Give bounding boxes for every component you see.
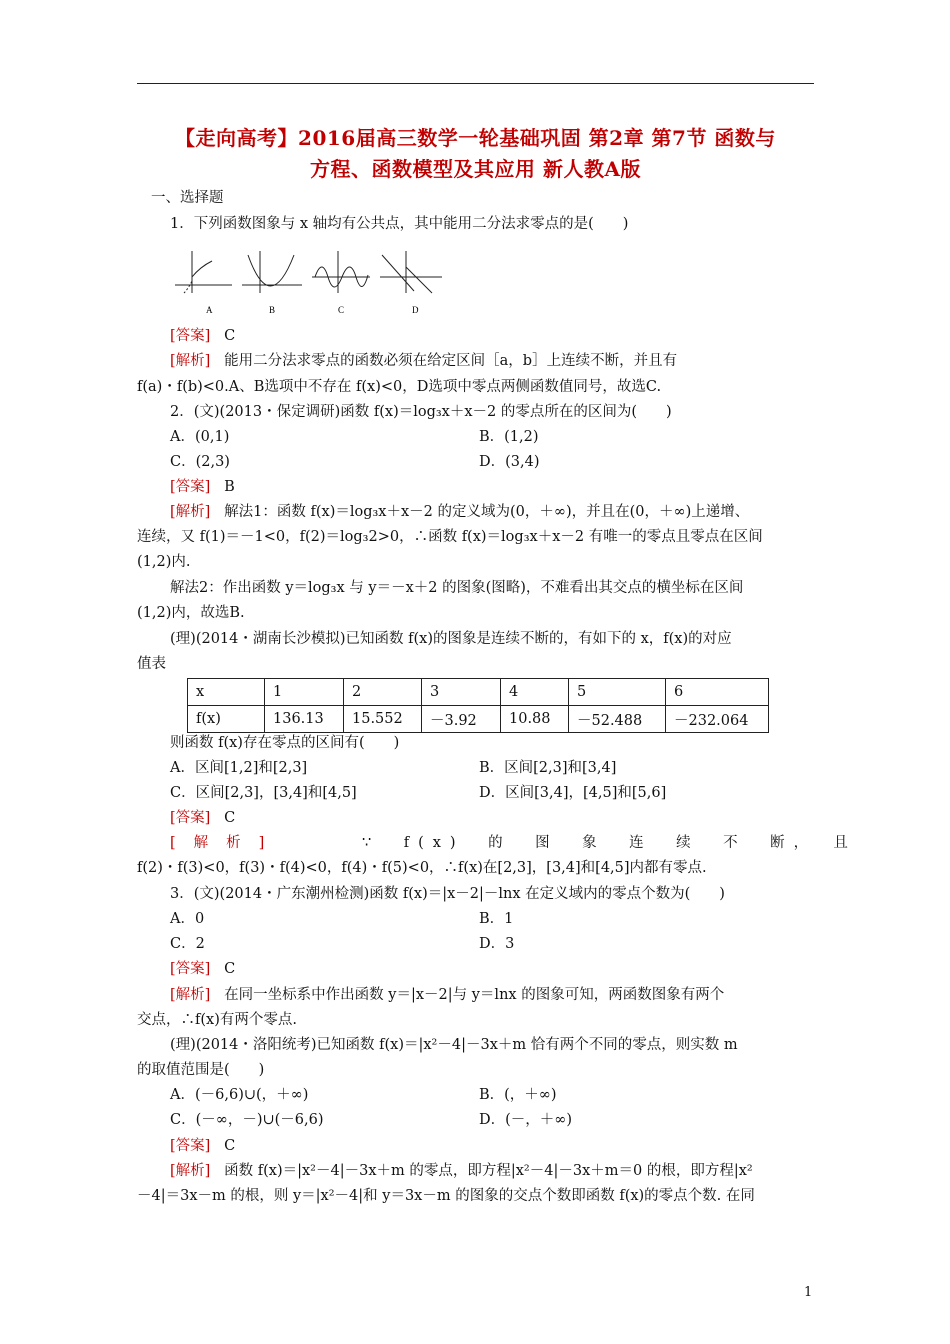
graph-label-a: A: [206, 305, 213, 315]
q3-analysis-line-2: 交点，∴f(x)有两个零点.: [137, 1012, 297, 1028]
table-cell: x: [188, 679, 265, 706]
table-cell: 1: [265, 679, 344, 706]
q3b-analysis-line-2: －4|＝3x－m 的根，则 y＝|x²－4|和 y＝3x－m 的图象的交点个数即函数 f(x)的零点个数. 在同: [137, 1188, 755, 1204]
table-cell: 15.552: [344, 706, 422, 733]
q3b-stem-line-2: 的取值范围是( ): [137, 1062, 265, 1078]
q2-analysis-line-1: [解析] 解法1：函数 f(x)＝log₃x＋x－2 的定义域为(0，＋∞)，并且在(0，＋∞)上递增、: [170, 504, 750, 520]
q3-stem: 3．(文)(2014・广东潮州检测)函数 f(x)＝|x－2|－lnx 在定义域内的零点个数为( ): [170, 886, 725, 902]
q2-answer: [答案] B: [170, 479, 235, 495]
q2b-stem-line-3: 则函数 f(x)存在零点的区间有( ): [170, 735, 400, 751]
q2-method2-line-2: (1,2)内，故选B.: [137, 605, 245, 621]
table-cell: 10.88: [501, 706, 569, 733]
graph-a: [175, 251, 232, 293]
q3-option-a: A．0: [170, 911, 205, 927]
page-number: 1: [804, 1285, 813, 1300]
q1-answer: [答案] C: [170, 328, 236, 344]
graph-d: [380, 251, 442, 293]
q1-analysis-line-2: f(a)・f(b)<0.A、B选项中不存在 f(x)<0，D选项中零点两侧函数值同号，故选C.: [137, 379, 662, 395]
q3b-stem-line-1: (理)(2014・洛阳统考)已知函数 f(x)＝|x²－4|－3x＋m 恰有两个不同的零点，则实数 m: [170, 1037, 738, 1053]
table-row: [188, 706, 769, 733]
q3b-option-c: C．(－∞，－)∪(－6,6): [170, 1112, 324, 1128]
value-table: [187, 678, 769, 733]
graph-label-b: B: [269, 305, 276, 315]
q2-analysis-line-2: 连续，又 f(1)＝－1<0，f(2)＝log₃2>0，∴函数 f(x)＝log₃x＋x－2 有唯一的零点且零点在区间: [137, 529, 763, 545]
q2b-option-b: B．区间[2,3]和[3,4]: [479, 760, 617, 776]
section-heading: 一、选择题: [151, 190, 224, 206]
q3-answer: [答案] C: [170, 961, 236, 977]
q2b-analysis-line-1: [解析] ∵ f(x) 的 图 象 连 续 不 断， 且: [170, 835, 857, 851]
q1-function-graphs: [170, 247, 450, 319]
table-cell: －232.064: [666, 706, 769, 733]
title-line-2: 方程、函数模型及其应用 新人教A版: [310, 157, 641, 181]
table-cell: 136.13: [265, 706, 344, 733]
q3b-option-b: B．(，＋∞): [479, 1087, 557, 1103]
table-cell: －52.488: [569, 706, 666, 733]
graph-c: [312, 251, 370, 293]
header-rule: [137, 83, 814, 84]
q2-method2-line-1: 解法2：作出函数 y＝log₃x 与 y＝－x＋2 的图象(图略)，不难看出其交点的横坐标在区间: [170, 580, 744, 596]
q3-option-b: B．1: [479, 911, 514, 927]
graph-b: [242, 251, 302, 293]
q3-analysis-line-1: [解析] 在同一坐标系中作出函数 y＝|x－2|与 y＝lnx 的图象可知，两函数图象有两个: [170, 987, 725, 1003]
q2-option-c: C．(2,3): [170, 454, 230, 470]
q3b-answer: [答案] C: [170, 1138, 236, 1154]
title-line-1: 【走向高考】2016届高三数学一轮基础巩固 第2章 第7节 函数与: [175, 126, 776, 150]
q3-option-c: C．2: [170, 936, 205, 952]
table-cell: 5: [569, 679, 666, 706]
graph-label-c: C: [338, 305, 345, 315]
table-cell: f(x): [188, 706, 265, 733]
q2b-option-a: A．区间[1,2]和[2,3]: [170, 760, 308, 776]
q2-option-d: D．(3,4): [479, 454, 540, 470]
table-cell: 2: [344, 679, 422, 706]
table-cell: 4: [501, 679, 569, 706]
q2-analysis-line-3: (1,2)内.: [137, 554, 191, 570]
table-row: [188, 679, 769, 706]
q3b-option-d: D．(－，＋∞): [479, 1112, 573, 1128]
q2b-answer: [答案] C: [170, 810, 236, 826]
q3-option-d: D．3: [479, 936, 515, 952]
q2-option-b: B．(1,2): [479, 429, 539, 445]
q2b-stem-line-1: (理)(2014・湖南长沙模拟)已知函数 f(x)的图象是连续不断的，有如下的 x，f(x)的对应: [170, 631, 732, 647]
q1-analysis-line-1: [解析] 能用二分法求零点的函数必须在给定区间［a，b］上连续不断，并且有: [170, 353, 678, 369]
q2b-stem-line-2: 值表: [137, 656, 166, 672]
q3b-analysis-line-1: [解析] 函数 f(x)＝|x²－4|－3x＋m 的零点，即方程|x²－4|－3x＋m＝0 的根，即方程|x²: [170, 1163, 753, 1179]
table-cell: 6: [666, 679, 769, 706]
q3b-option-a: A．(－6,6)∪(，＋∞): [170, 1087, 309, 1103]
q2b-analysis-line-2: f(2)・f(3)<0，f(3)・f(4)<0，f(4)・f(5)<0，∴f(x)在[2,3]，[3,4]和[4,5]内都有零点.: [137, 860, 707, 876]
table-cell: －3.92: [422, 706, 501, 733]
q2b-option-c: C．区间[2,3]，[3,4]和[4,5]: [170, 785, 357, 801]
q2-stem: 2．(文)(2013・保定调研)函数 f(x)＝log₃x＋x－2 的零点所在的区间为( ): [170, 404, 672, 420]
graph-label-d: D: [412, 305, 419, 315]
q2b-option-d: D．区间[3,4]，[4,5]和[5,6]: [479, 785, 667, 801]
q2-option-a: A．(0,1): [170, 429, 230, 445]
q1-stem: 1．下列函数图象与 x 轴均有公共点，其中能用二分法求零点的是( ): [170, 216, 629, 232]
table-cell: 3: [422, 679, 501, 706]
